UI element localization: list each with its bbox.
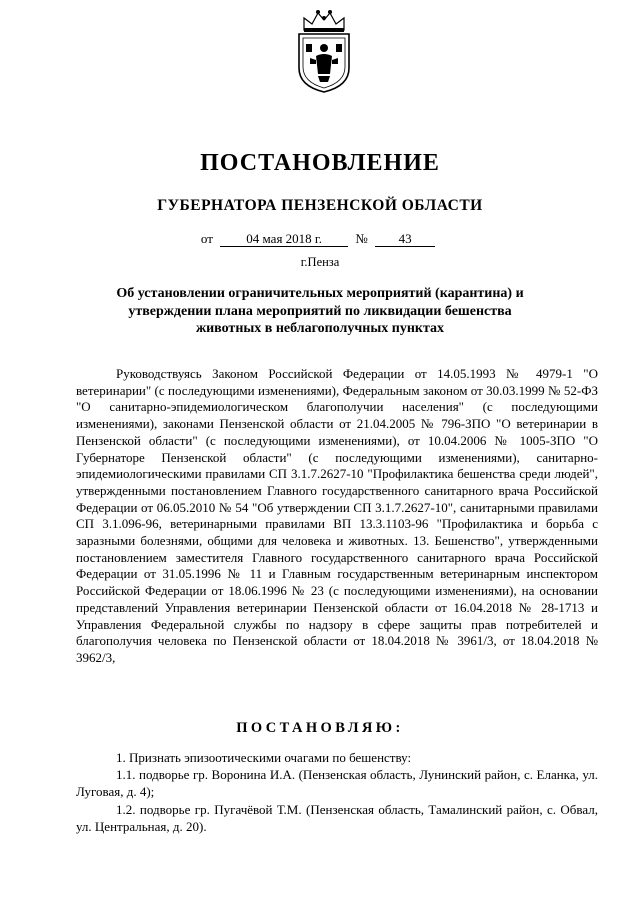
list-item: 1. Признать эпизоотическими очагами по бешенству: <box>116 750 412 765</box>
date-prefix: от <box>200 231 213 246</box>
document-city: г.Пенза <box>300 255 340 269</box>
number-prefix: № <box>355 231 368 246</box>
list-item: 1.1. подворье гр. Воронина И.А. (Пензенская область, Лунинский район, с. Еланка, ул. Луговая, д. 4); <box>76 767 598 800</box>
list-item: 1.2. подворье гр. Пугачёвой Т.М. (Пензенская область, Тамалинский район, с. Обвал, ул. Центральная, д. 20). <box>76 801 598 834</box>
document-title: ПОСТАНОВЛЕНИЕ <box>200 150 440 176</box>
preamble-paragraph: Руководствуясь Законом Российской Федерации от 14.05.1993 № 4979-1 "О ветеринарии" (с последующими изменениями), Федеральным законом от 30.03.1999 № 52-ФЗ "О санитарно-эпидемиологическом благополучии населения" (с последующими изменениями), законами Пензенской области от 21.04.2005 № 796-ЗПО "О ветеринарии в Пензенской области" (с последующими изменениями), от 10.04.2006 № 1005-ЗПО "О Губернаторе Пензенской области" (с последующими изменениями), санитарно-эпидемиологическими правилами СП 3.1.7.2627-10 "Профилактика бешенства среди людей", утвержденными постановлением Главного государственного санитарного врача Российской Федерации от 06.05.2010 № 54 "Об утверждении СП 3.1.7.2627-10", санитарными правилами СП 3.1.096-96, ветеринарными правилами ВП 13.3.1103-96 "Профилактика и борьба с заразными болезнями, общими для человека и животных. 13. Бешенство", утвержденными постановлением заместителя Главного государственного санитарного врача Российской Федерации от 31.05.1996 № 11 и Главным государственным ветеринарным инспектором Российской Федерации от 18.06.1996 № 23 (с последующими изменениями), на основании представлений Управления ветеринарии Пензенской области от 16.04.2018 № 28-1713 и Управления Федеральной службы по надзору в сфере защиты прав потребителей и благополучия человека по Пензенской области от 18.04.2018 № 3961/3, от 18.04.2018 № 3962/3, <box>76 366 598 665</box>
document-subtitle: ГУБЕРНАТОРА ПЕНЗЕНСКОЙ ОБЛАСТИ <box>157 197 483 214</box>
date-number-line <box>0 231 640 247</box>
decree-word: ПОСТАНОВЛЯЮ: <box>236 720 404 736</box>
document-number: 43 <box>375 232 435 247</box>
decree-items <box>76 749 598 835</box>
document-heading: Об установлении ограничительных мероприятий (карантина) и утверждении плана мероприятий по ликвидации бешенства животных в неблагополучных пунктах <box>116 286 524 336</box>
document-date: 04 мая 2018 г. <box>220 232 348 247</box>
coat-of-arms-icon <box>296 8 352 94</box>
